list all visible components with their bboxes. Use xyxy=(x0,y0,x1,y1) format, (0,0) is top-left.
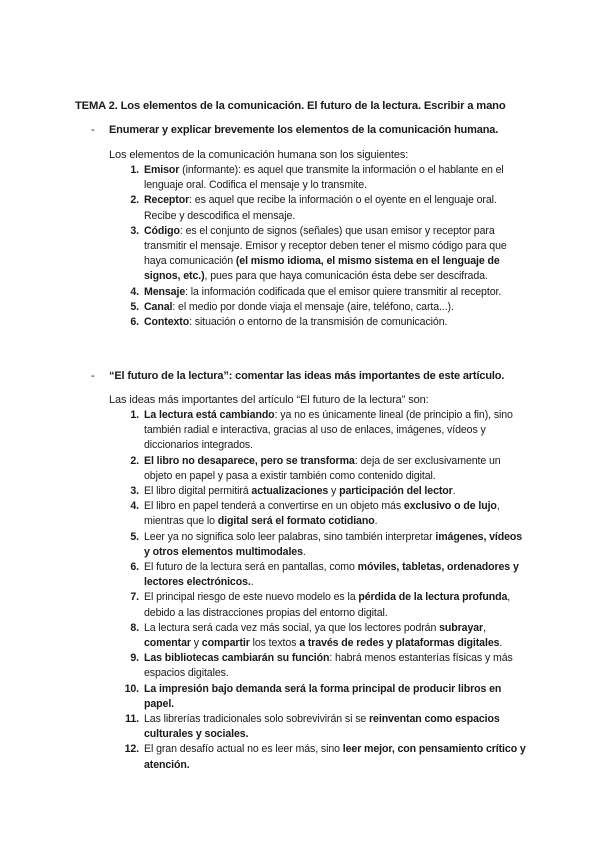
section1-heading-text: Enumerar y explicar brevemente los elementos de la comunicación humana. xyxy=(109,124,499,136)
item-number: 3. xyxy=(130,485,139,498)
list-item xyxy=(109,315,529,330)
item-number: 6. xyxy=(130,316,139,329)
item-number: 5. xyxy=(130,300,139,313)
item-number: 10. xyxy=(124,682,139,695)
item-number: 8. xyxy=(130,621,139,634)
list-item xyxy=(109,454,529,484)
item-text: : situación o entorno de la transmisión de comunicación. xyxy=(189,316,448,329)
communication-elements-list xyxy=(109,163,529,330)
item-text: : deja de ser exclusivamente un objeto en papel y pasa a existir también como contenido digital. xyxy=(144,454,501,482)
item-bold-text: leer mejor, con pensamiento crítico y atención. xyxy=(144,743,526,771)
item-bold-text: participación del lector xyxy=(339,485,453,498)
list-item xyxy=(109,408,529,454)
item-text: : ya no es únicamente lineal (de principio a fin), sino también radial e interactiva, gracias al uso de enlaces, imágenes, vídeos y diccionarios integrados. xyxy=(144,409,513,452)
item-bold-text: La lectura está cambiando xyxy=(144,409,275,421)
item-term: Receptor xyxy=(144,194,190,207)
item-number: 1. xyxy=(130,409,139,421)
item-text: : el medio por donde viaja el mensaje (aire, teléfono, carta...). xyxy=(172,300,454,313)
item-bold-text: subrayar xyxy=(439,621,484,634)
item-number: 11. xyxy=(125,713,139,726)
item-text: y xyxy=(328,485,340,498)
list-item xyxy=(109,285,529,300)
item-text: los textos xyxy=(249,637,300,650)
section2-intro: Las ideas más importantes del artículo “El futuro de la lectura” son: xyxy=(109,394,429,406)
item-text: . xyxy=(302,545,306,558)
item-text: (informante): es aquel que transmite la información o el hablante en el lenguaje oral. Codifica el mensaje y lo transmite. xyxy=(144,164,504,192)
item-bold-text: a través de redes y plataformas digitales xyxy=(299,637,500,650)
item-number: 9. xyxy=(130,652,139,665)
list-item xyxy=(109,560,529,590)
section1-bullet: - xyxy=(91,124,95,136)
item-text: El futuro de la lectura será en pantallas, como xyxy=(144,561,358,574)
item-text: El libro digital permitirá xyxy=(144,485,252,498)
item-bold-text: compartir xyxy=(201,637,250,650)
item-bold-text: actualizaciones xyxy=(251,485,329,498)
item-text: : la información codificada que el emisor quiere transmitir al receptor. xyxy=(185,285,502,298)
item-bold-text: imágenes, vídeos y otros elementos multimodales xyxy=(144,530,523,558)
section2-heading-text: “El futuro de la lectura”: comentar las ideas más importantes de este artículo. xyxy=(109,370,505,382)
item-bold-text: móviles, tabletas, ordenadores y lectores electrónicos. xyxy=(144,561,519,589)
list-item xyxy=(109,651,529,681)
list-item xyxy=(109,163,529,193)
section1-intro: Los elementos de la comunicación humana son los siguientes: xyxy=(109,149,409,161)
item-bold-text: pérdida de la lectura profunda xyxy=(358,591,508,604)
item-text: . xyxy=(374,515,378,528)
item-number: 7. xyxy=(130,591,139,604)
item-bold-text: (el mismo idioma, el mismo sistema en el lenguaje de signos, etc.) xyxy=(144,255,500,283)
list-item xyxy=(109,484,529,499)
list-item xyxy=(109,193,529,223)
item-bold-text: digital será el formato cotidiano xyxy=(217,515,375,528)
list-item xyxy=(109,300,529,315)
item-text: Leer ya no significa solo leer palabras, sino también interpretar xyxy=(144,530,436,543)
item-text: , pues para que haya comunicación ésta debe ser descifrada. xyxy=(204,270,488,283)
item-bold-text: Las bibliotecas cambiarán su función xyxy=(144,652,330,665)
item-text: Las librerías tradicionales solo sobrevivirán si se xyxy=(144,713,370,726)
item-text: , xyxy=(483,621,486,634)
item-bold-text: exclusivo o de lujo xyxy=(403,500,497,513)
item-text: : habrá menos estanterías físicas y más espacios digitales. xyxy=(144,652,513,680)
item-text: . xyxy=(452,485,456,498)
item-text: El libro en papel tenderá a convertirse en un objeto más xyxy=(144,500,404,513)
item-text: El principal riesgo de este nuevo modelo es la xyxy=(144,591,359,604)
item-term: Código xyxy=(144,224,180,237)
item-text: : es el conjunto de signos (señales) que usan emisor y receptor para transmitir el mensaje. Emisor y receptor deben tener el mismo código para que haya comunicación xyxy=(144,224,507,268)
section2-heading xyxy=(91,370,504,382)
item-bold-text: comentar xyxy=(144,637,191,650)
section2-bullet: - xyxy=(91,370,95,382)
item-number: 2. xyxy=(130,454,139,467)
item-number: 3. xyxy=(130,224,139,237)
article-ideas-list xyxy=(109,408,529,773)
item-text: , debido a las distracciones propias del entorno digital. xyxy=(144,591,511,619)
item-number: 12. xyxy=(124,743,139,756)
list-item xyxy=(109,530,529,560)
section1-heading xyxy=(91,124,498,136)
item-text: La lectura será cada vez más social, ya que los lectores podrán xyxy=(144,621,440,634)
item-bold-text: reinventan como espacios culturales y sociales. xyxy=(144,713,500,741)
list-item xyxy=(109,224,529,285)
item-text: , mientras que lo xyxy=(144,500,500,528)
item-term: Mensaje xyxy=(144,285,186,298)
item-bold-text: La impresión bajo demanda será la forma principal de producir libros en papel. xyxy=(144,682,502,710)
item-number: 5. xyxy=(130,530,139,543)
item-text: : es aquel que recibe la información o el oyente en el lenguaje oral. Recibe y descodifica el mensaje. xyxy=(144,194,497,222)
list-item xyxy=(109,742,529,772)
list-item xyxy=(109,712,529,742)
item-term: Contexto xyxy=(144,316,190,329)
item-term: Emisor xyxy=(144,164,180,176)
list-item xyxy=(109,621,529,651)
item-text: El gran desafío actual no es leer más, sino xyxy=(144,743,343,756)
item-term: Canal xyxy=(144,300,173,313)
item-text: . xyxy=(250,576,254,589)
item-number: 2. xyxy=(130,194,139,207)
document-title: TEMA 2. Los elementos de la comunicación. El futuro de la lectura. Escribir a mano xyxy=(75,100,506,112)
item-number: 4. xyxy=(130,285,139,298)
list-item xyxy=(109,499,529,529)
item-bold-text: El libro no desaparece, pero se transforma xyxy=(144,454,355,467)
item-text: . xyxy=(499,637,503,650)
list-item xyxy=(109,682,529,712)
item-number: 1. xyxy=(130,164,139,176)
item-number: 4. xyxy=(130,500,139,513)
list-item xyxy=(109,590,529,620)
item-number: 6. xyxy=(130,561,139,574)
item-text: y xyxy=(190,637,202,650)
